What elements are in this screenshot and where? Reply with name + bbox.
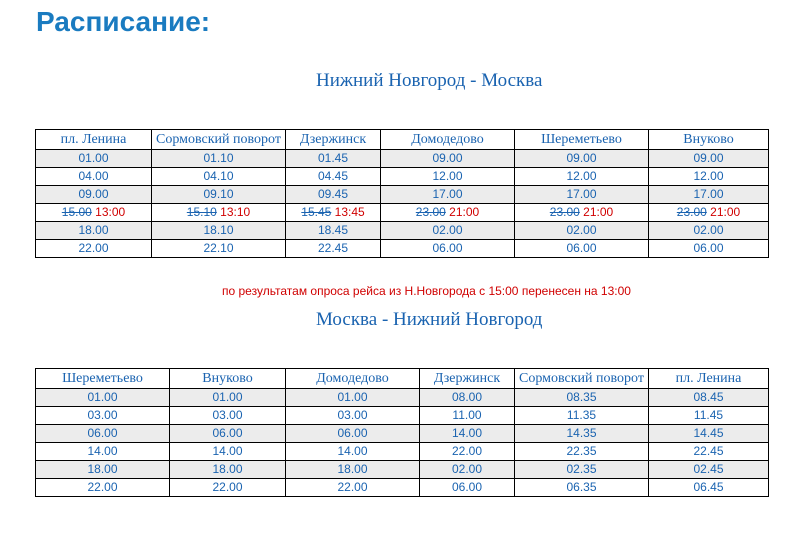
time-cell: 06.00	[286, 425, 420, 443]
route1-schedule-table	[35, 129, 769, 258]
time-cell	[649, 204, 769, 222]
time-cell: 06.00	[381, 240, 515, 258]
time-cell: 03.00	[36, 407, 170, 425]
time-cell: 01.10	[152, 150, 286, 168]
time-cell: 03.00	[286, 407, 420, 425]
time-cell	[381, 204, 515, 222]
time-cell: 01.00	[36, 150, 152, 168]
route2-title: Москва - Нижний Новгород	[316, 309, 543, 330]
old-time: 15.45	[301, 205, 332, 219]
table-row	[36, 186, 769, 204]
time-cell: 17.00	[515, 186, 649, 204]
table-row	[36, 461, 769, 479]
time-cell: 18.00	[170, 461, 286, 479]
table-row	[36, 389, 769, 407]
old-time: 15.00	[61, 205, 92, 219]
time-cell: 09.00	[515, 150, 649, 168]
new-time: 21:00	[449, 205, 480, 219]
time-cell: 08.45	[649, 389, 769, 407]
new-time: 21:00	[583, 205, 614, 219]
time-cell: 22.45	[286, 240, 381, 258]
route1-table-body	[36, 150, 769, 258]
new-time: 21:00	[710, 205, 741, 219]
time-cell: 17.00	[381, 186, 515, 204]
route1-column-header: Сормовский поворот	[152, 130, 286, 150]
route1-change-note: по результатам опроса рейса из Н.Новгорода с 15:00 перенесен на 13:00	[222, 284, 631, 298]
table-row	[36, 479, 769, 497]
time-cell: 02.00	[515, 222, 649, 240]
time-cell: 06.35	[515, 479, 649, 497]
time-cell: 12.00	[515, 168, 649, 186]
old-time: 23.00	[415, 205, 446, 219]
time-cell: 14.45	[649, 425, 769, 443]
time-cell: 18.00	[286, 461, 420, 479]
old-time: 23.00	[549, 205, 580, 219]
route2-column-header: Шереметьево	[36, 369, 170, 389]
time-cell: 09.45	[286, 186, 381, 204]
route1-column-header: пл. Ленина	[36, 130, 152, 150]
time-cell: 22.00	[36, 240, 152, 258]
time-cell: 14.00	[420, 425, 515, 443]
time-cell	[36, 204, 152, 222]
route2-header-row	[36, 369, 769, 389]
route1-column-header: Внуково	[649, 130, 769, 150]
time-cell: 22.00	[36, 479, 170, 497]
time-cell	[152, 204, 286, 222]
time-cell: 12.00	[649, 168, 769, 186]
time-cell: 11.35	[515, 407, 649, 425]
time-cell: 09.00	[381, 150, 515, 168]
time-cell: 11.00	[420, 407, 515, 425]
time-cell: 14.00	[170, 443, 286, 461]
time-cell: 09.00	[649, 150, 769, 168]
old-time: 15.10	[186, 205, 217, 219]
route1-column-header: Шереметьево	[515, 130, 649, 150]
time-cell: 14.00	[36, 443, 170, 461]
route2-column-header: Домодедово	[286, 369, 420, 389]
time-cell: 22.00	[286, 479, 420, 497]
time-cell: 01.00	[170, 389, 286, 407]
new-time: 13:00	[95, 205, 126, 219]
time-cell: 17.00	[649, 186, 769, 204]
time-cell: 14.00	[286, 443, 420, 461]
time-cell: 06.00	[36, 425, 170, 443]
time-cell: 02.35	[515, 461, 649, 479]
route1-column-header: Домодедово	[381, 130, 515, 150]
table-row	[36, 407, 769, 425]
route2-schedule-table	[35, 368, 769, 497]
route2-column-header: пл. Ленина	[649, 369, 769, 389]
table-row	[36, 150, 769, 168]
time-cell: 22.10	[152, 240, 286, 258]
route1-title: Нижний Новгород - Москва	[316, 70, 543, 91]
table-row	[36, 425, 769, 443]
time-cell: 22.35	[515, 443, 649, 461]
time-cell: 09.10	[152, 186, 286, 204]
time-cell	[286, 204, 381, 222]
time-cell: 04.00	[36, 168, 152, 186]
table-row	[36, 222, 769, 240]
page-title: Расписание:	[36, 6, 211, 37]
time-cell: 18.45	[286, 222, 381, 240]
time-cell: 08.00	[420, 389, 515, 407]
new-time: 13:10	[220, 205, 251, 219]
old-time: 23.00	[676, 205, 707, 219]
time-cell: 01.45	[286, 150, 381, 168]
table-row	[36, 443, 769, 461]
time-cell: 09.00	[36, 186, 152, 204]
time-cell: 14.35	[515, 425, 649, 443]
route2-table-body	[36, 389, 769, 497]
time-cell: 04.45	[286, 168, 381, 186]
time-cell: 12.00	[381, 168, 515, 186]
time-cell: 01.00	[286, 389, 420, 407]
time-cell: 08.35	[515, 389, 649, 407]
route2-column-header: Дзержинск	[420, 369, 515, 389]
time-cell: 06.00	[515, 240, 649, 258]
table-row	[36, 204, 769, 222]
time-cell: 04.10	[152, 168, 286, 186]
time-cell: 18.00	[36, 222, 152, 240]
time-cell: 01.00	[36, 389, 170, 407]
time-cell: 06.00	[420, 479, 515, 497]
time-cell: 02.00	[381, 222, 515, 240]
time-cell: 03.00	[170, 407, 286, 425]
time-cell: 22.00	[420, 443, 515, 461]
time-cell: 02.00	[649, 222, 769, 240]
time-cell: 02.45	[649, 461, 769, 479]
new-time: 13:45	[334, 205, 365, 219]
table-row	[36, 168, 769, 186]
time-cell: 02.00	[420, 461, 515, 479]
time-cell	[515, 204, 649, 222]
route1-column-header: Дзержинск	[286, 130, 381, 150]
time-cell: 11.45	[649, 407, 769, 425]
time-cell: 18.10	[152, 222, 286, 240]
route1-header-row	[36, 130, 769, 150]
time-cell: 22.45	[649, 443, 769, 461]
time-cell: 06.00	[649, 240, 769, 258]
time-cell: 06.00	[170, 425, 286, 443]
route2-column-header: Сормовский поворот	[515, 369, 649, 389]
route2-column-header: Внуково	[170, 369, 286, 389]
time-cell: 06.45	[649, 479, 769, 497]
time-cell: 22.00	[170, 479, 286, 497]
table-row	[36, 240, 769, 258]
time-cell: 18.00	[36, 461, 170, 479]
